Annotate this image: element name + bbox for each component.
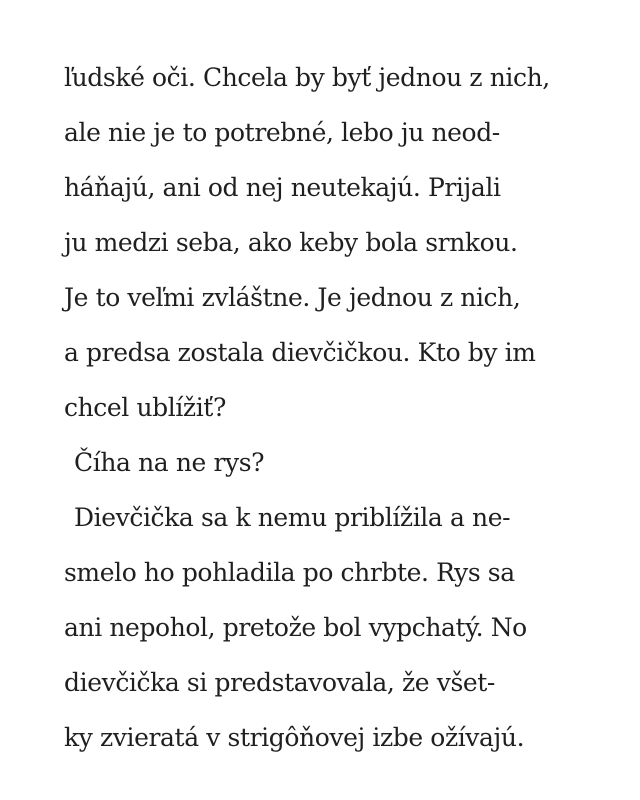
- text-line: ani nepohol, pretože bol vypchatý. No: [64, 613, 527, 642]
- text-line: smelo ho pohladila po chrbte. Rys sa: [64, 558, 515, 587]
- paragraph-start-line: Číha na ne rys?: [74, 448, 265, 477]
- body-text: [64, 50, 584, 765]
- text-line: ju medzi seba, ako keby bola srnkou.: [64, 228, 518, 257]
- paragraph-start-line: Dievčička sa k nemu priblížila a ne-: [74, 503, 511, 532]
- text-line: ky zvieratá v strigôňovej izbe ožívajú.: [64, 723, 525, 752]
- text-line: ľudské oči. Chcela by byť jednou z nich,: [64, 63, 550, 92]
- text-line: a predsa zostala dievčičkou. Kto by im: [64, 338, 536, 367]
- text-line: háňajú, ani od nej neutekajú. Prijali: [64, 173, 501, 202]
- text-line: ale nie je to potrebné, lebo ju neod-: [64, 118, 500, 147]
- text-line: dievčička si predstavovala, že všet-: [64, 668, 495, 697]
- text-line: Je to veľmi zvláštne. Je jednou z nich,: [64, 283, 521, 312]
- text-line: chcel ublížiť?: [64, 393, 226, 422]
